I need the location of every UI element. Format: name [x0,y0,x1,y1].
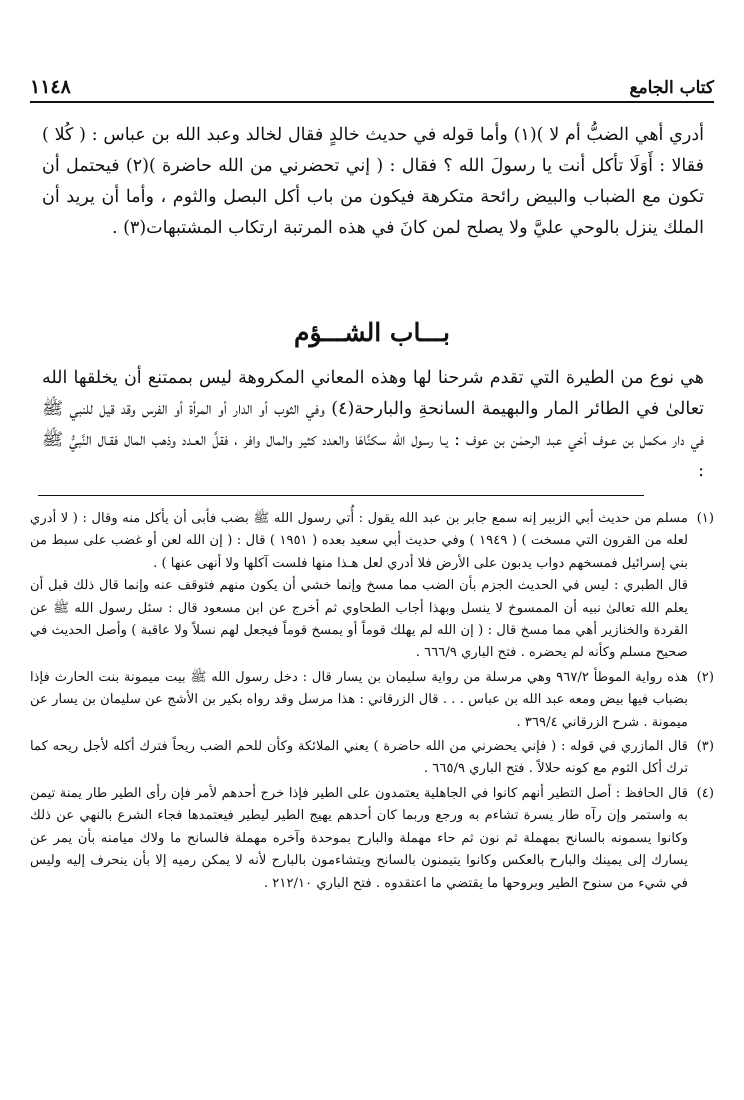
footnotes [30,508,714,897]
main-text-top [42,120,704,244]
running-title: كتاب الجامع [629,78,714,98]
section-title: بـــاب الشـــؤم [293,318,451,347]
footnote-number: (١) [696,511,714,526]
footnote-2 [30,667,714,734]
header-rule [30,101,714,103]
page-number: ١١٤٨ [30,76,71,98]
page-header [30,74,714,98]
footnote-number: (٢) [696,669,714,685]
footnote-separator [38,495,644,496]
footnote-number: (٤) [696,785,714,801]
footnote-4 [30,783,714,895]
footnote-1 [30,508,714,665]
footnote-text: هذه رواية الموطأ ٩٦٧/٢ وهي مرسلة من رواية سليمان بن يسار قال : دخل رسول الله ﷺ بيت ميمونة بنت الحارث فإذا بضباب فيها بيض ومعه عبد الله بن عباس . . . قال الزرقاني : هذا مرسل وقد رواه بكير بن الأشج عن سليمان بن يسار عن ميمونة . شرح الزرقاني ٣٦٩/٤ . [30,669,688,730]
footnote-text: مسلم من حديث أبي الزبير إنه سمع جابر بن عبد الله يقول : أُتي رسول الله ﷺ بضب فأبى أن يأكل منه وقال : ( لا أدري لعله من القرون التي مسخت ) ( ١٩٤٩ ) وفي حديث أبي سعيد بعده ( ١٩٥١ ) قال : ( إن الله لعن أو غضب على سبط من بني إسرائيل فمسخهم دواب يدبون على الأرض فلا أدري لعل هـذا منها فلست آكلها ولا أنهى عنها ) . [30,511,689,571]
footnote-text: قال الحافظ : أصل التطير أنهم كانوا في الجاهلية يعتمدون على الطير فإذا خرج أحدهم لأمر فإن رأى الطير طار يمنة تيمن به واستمر وإن رآه طار يسرة تشاءم به ورجع وربما كان أحدهم يهيج الطير ليطير فيعتمدها فجاء الشرع بالنهي عن ذلك وكانوا يسمونه بالسانح بمهملة ثم نون ثم حاء مهملة والبارح بموحدة وآخره مهملة فالسانح ما ولاك ميامنه بأن يمر عن يسارك إلى يمينك والبارح بالعكس وكانوا يتيمنون بالسانح ويتشاءمون بالبارح لأنه لا يمكن رميه إلا بأن ينحرف إليه وليس في شيء من سنوح الطير وبروحها ما يقتضي ما اعتقدوه . فتح الباري ٢١٢/١٠ . [30,785,688,891]
main-text-bottom [42,363,704,487]
footnote-text: قال المازري في قوله : ( فإني يحضرني من الله حاضرة ) يعني الملائكة وكأن للحم الضب ريحاً فترك أكله لأجل ريحه كما ترك أكل الثوم مع كونه حلالاً . فتح الباري ٦٦٥/٩ . [30,739,688,777]
footnote-3 [30,736,714,781]
main-paragraph-2: هي نوع من الطيرة التي تقدم شرحنا لها وهذه المعاني المكروهة ليس بممتنع أن يخلقها الله تعالىٰ في الطائر المار والبهيمة السانحةِ والبارحة(٤) وفي الثوب أو الدار أو المرأة أو الفرس وقد قيل للنبي ﷺ في دار مكمل بن عـوف أخي عبد الرحمٰن بن عوف : يـا رسول الله سكنَّاهَا والعدد كثير والمال وافر ، فقلَّ العـدد وذهب المال فقـال النَّبيُّ ﷺ : [42,368,705,481]
main-paragraph-1: أدري أهي الضبُّ أم لا )(١) وأما قوله في حديث خالدٍ فقال لخالد وعبد الله بن عباس : ( كُلا ) فقالا : أَوَلَا تأكل أنت يا رسولَ الله ؟ فقال : ( إني تحضرني من الله حاضرة )(٢) فيحتمل أن تكون مع الضباب والبيض رائحة متكرهة فيكون من باب أكل البصل والثوم ، وأما أن يريد أن الملك ينزل بالوحي عليَّ ولا يصلح لمن كانَ في هذه المرتبة ارتكاب المشتبهات(٣) . [42,125,704,238]
footnote-text: قال الطبري : ليس في الحديث الجزم بأن الضب مما مسخ وإنما خشي أن يكون منهم فتوقف عنه وإنما قال ذلك قبل أن يعلم الله تعالىٰ نبيه أن الممسوخ لا ينسل وبهذا أجاب الطحاوي ثم أخرج عن ابن مسعود قال : سئل رسول الله ﷺ عن القردة والخنازير أهي مما مسخ قال : ( إن الله لم يهلك قوماً أو يمسخ قوماً فيجعل لهم نسلاً ولا عاقبة ) وأصل الحديث في صحيح مسلم وكأنه لم يحضره . فتح الباري ٦٦٦/٩ . [30,578,688,661]
footnote-number: (٣) [696,739,714,755]
